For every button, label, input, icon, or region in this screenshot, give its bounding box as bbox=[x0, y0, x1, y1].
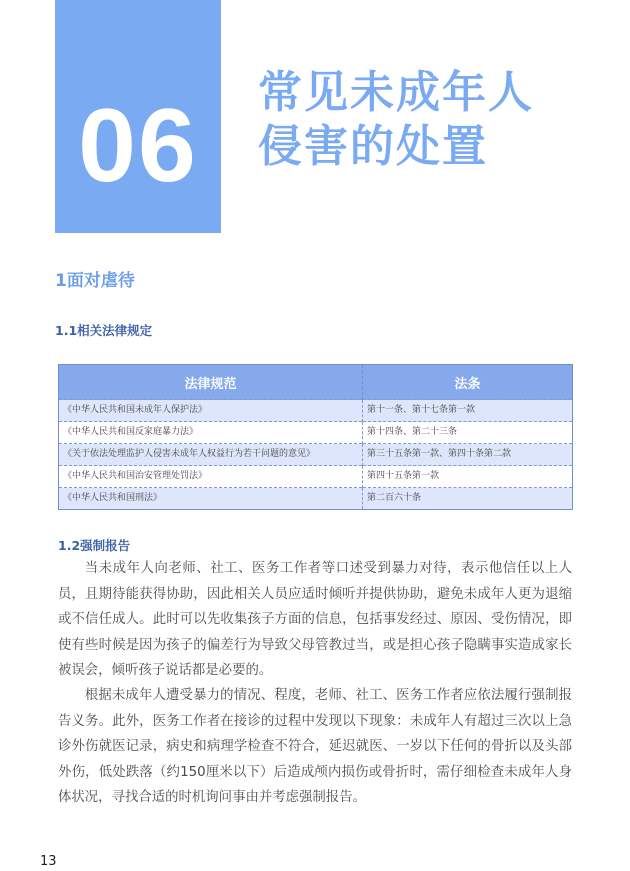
table-cell-article: 第四十五条第一款 bbox=[363, 466, 573, 488]
table-header-law: 法律规范 bbox=[59, 365, 363, 400]
table-cell-law: 《中华人民共和国未成年人保护法》 bbox=[59, 400, 363, 422]
table-header-article: 法条 bbox=[363, 365, 573, 400]
chapter-number: 06 bbox=[78, 88, 198, 204]
table-cell-article: 第二百六十条 bbox=[363, 488, 573, 510]
table-cell-law: 《中华人民共和国反家庭暴力法》 bbox=[59, 422, 363, 444]
chapter-number-block bbox=[55, 0, 221, 233]
table-cell-article: 第三十五条第一款、第四十条第二款 bbox=[363, 444, 573, 466]
subsection-heading-report: 1.2强制报告 bbox=[58, 538, 131, 553]
table-cell-law: 《中华人民共和国刑法》 bbox=[59, 488, 363, 510]
subsection-heading-laws: 1.1相关法律规定 bbox=[55, 323, 153, 338]
table-row bbox=[59, 488, 573, 510]
body-paragraph: 当未成年人向老师、社工、医务工作者等口述受到暴力对待，表示他信任以上人员，且期待能获得协助，因此相关人员应适时倾听并提供协助，避免未成年人更为退缩或不信任成人。此时可以先收集孩子方面的信息，包括事发经过、原因、受伤情况，即使有些时候是因为孩子的偏差行为导致父母管教过当，或是担心孩子隐瞒事实造成家长被误会，倾听孩子说话都是必要的。 bbox=[58, 561, 572, 679]
chapter-title-line1: 常见未成年人 bbox=[258, 67, 534, 118]
table-row bbox=[59, 466, 573, 488]
chapter-title bbox=[258, 66, 534, 174]
table-header-row bbox=[59, 365, 573, 400]
table-cell-article: 第十一条、第十七条第一款 bbox=[363, 400, 573, 422]
table-cell-law: 《中华人民共和国治安管理处罚法》 bbox=[59, 466, 363, 488]
section-heading: 1面对虐待 bbox=[55, 271, 135, 291]
law-table bbox=[58, 364, 573, 510]
table-row bbox=[59, 444, 573, 466]
page-number: 13 bbox=[40, 854, 57, 869]
table-cell-law: 《关于依法处理监护人侵害未成年人权益行为若干问题的意见》 bbox=[59, 444, 363, 466]
chapter-title-line2: 侵害的处置 bbox=[258, 121, 488, 172]
body-paragraph: 根据未成年人遭受暴力的情况、程度，老师、社工、医务工作者应依法履行强制报告义务。此外，医务工作者在接诊的过程中发现以下现象：未成年人有超过三次以上急诊外伤就医记录，病史和病理学检查不符合，延迟就医、一岁以下任何的骨折以及头部外伤，低处跌落（约150厘米以下）后造成颅内损伤或骨折时，需仔细检查未成年人身体状况，寻找合适的时机询问事由并考虑强制报告。 bbox=[58, 688, 572, 806]
table-row bbox=[59, 422, 573, 444]
table-cell-article: 第十四条、第二十三条 bbox=[363, 422, 573, 444]
table-row bbox=[59, 400, 573, 422]
